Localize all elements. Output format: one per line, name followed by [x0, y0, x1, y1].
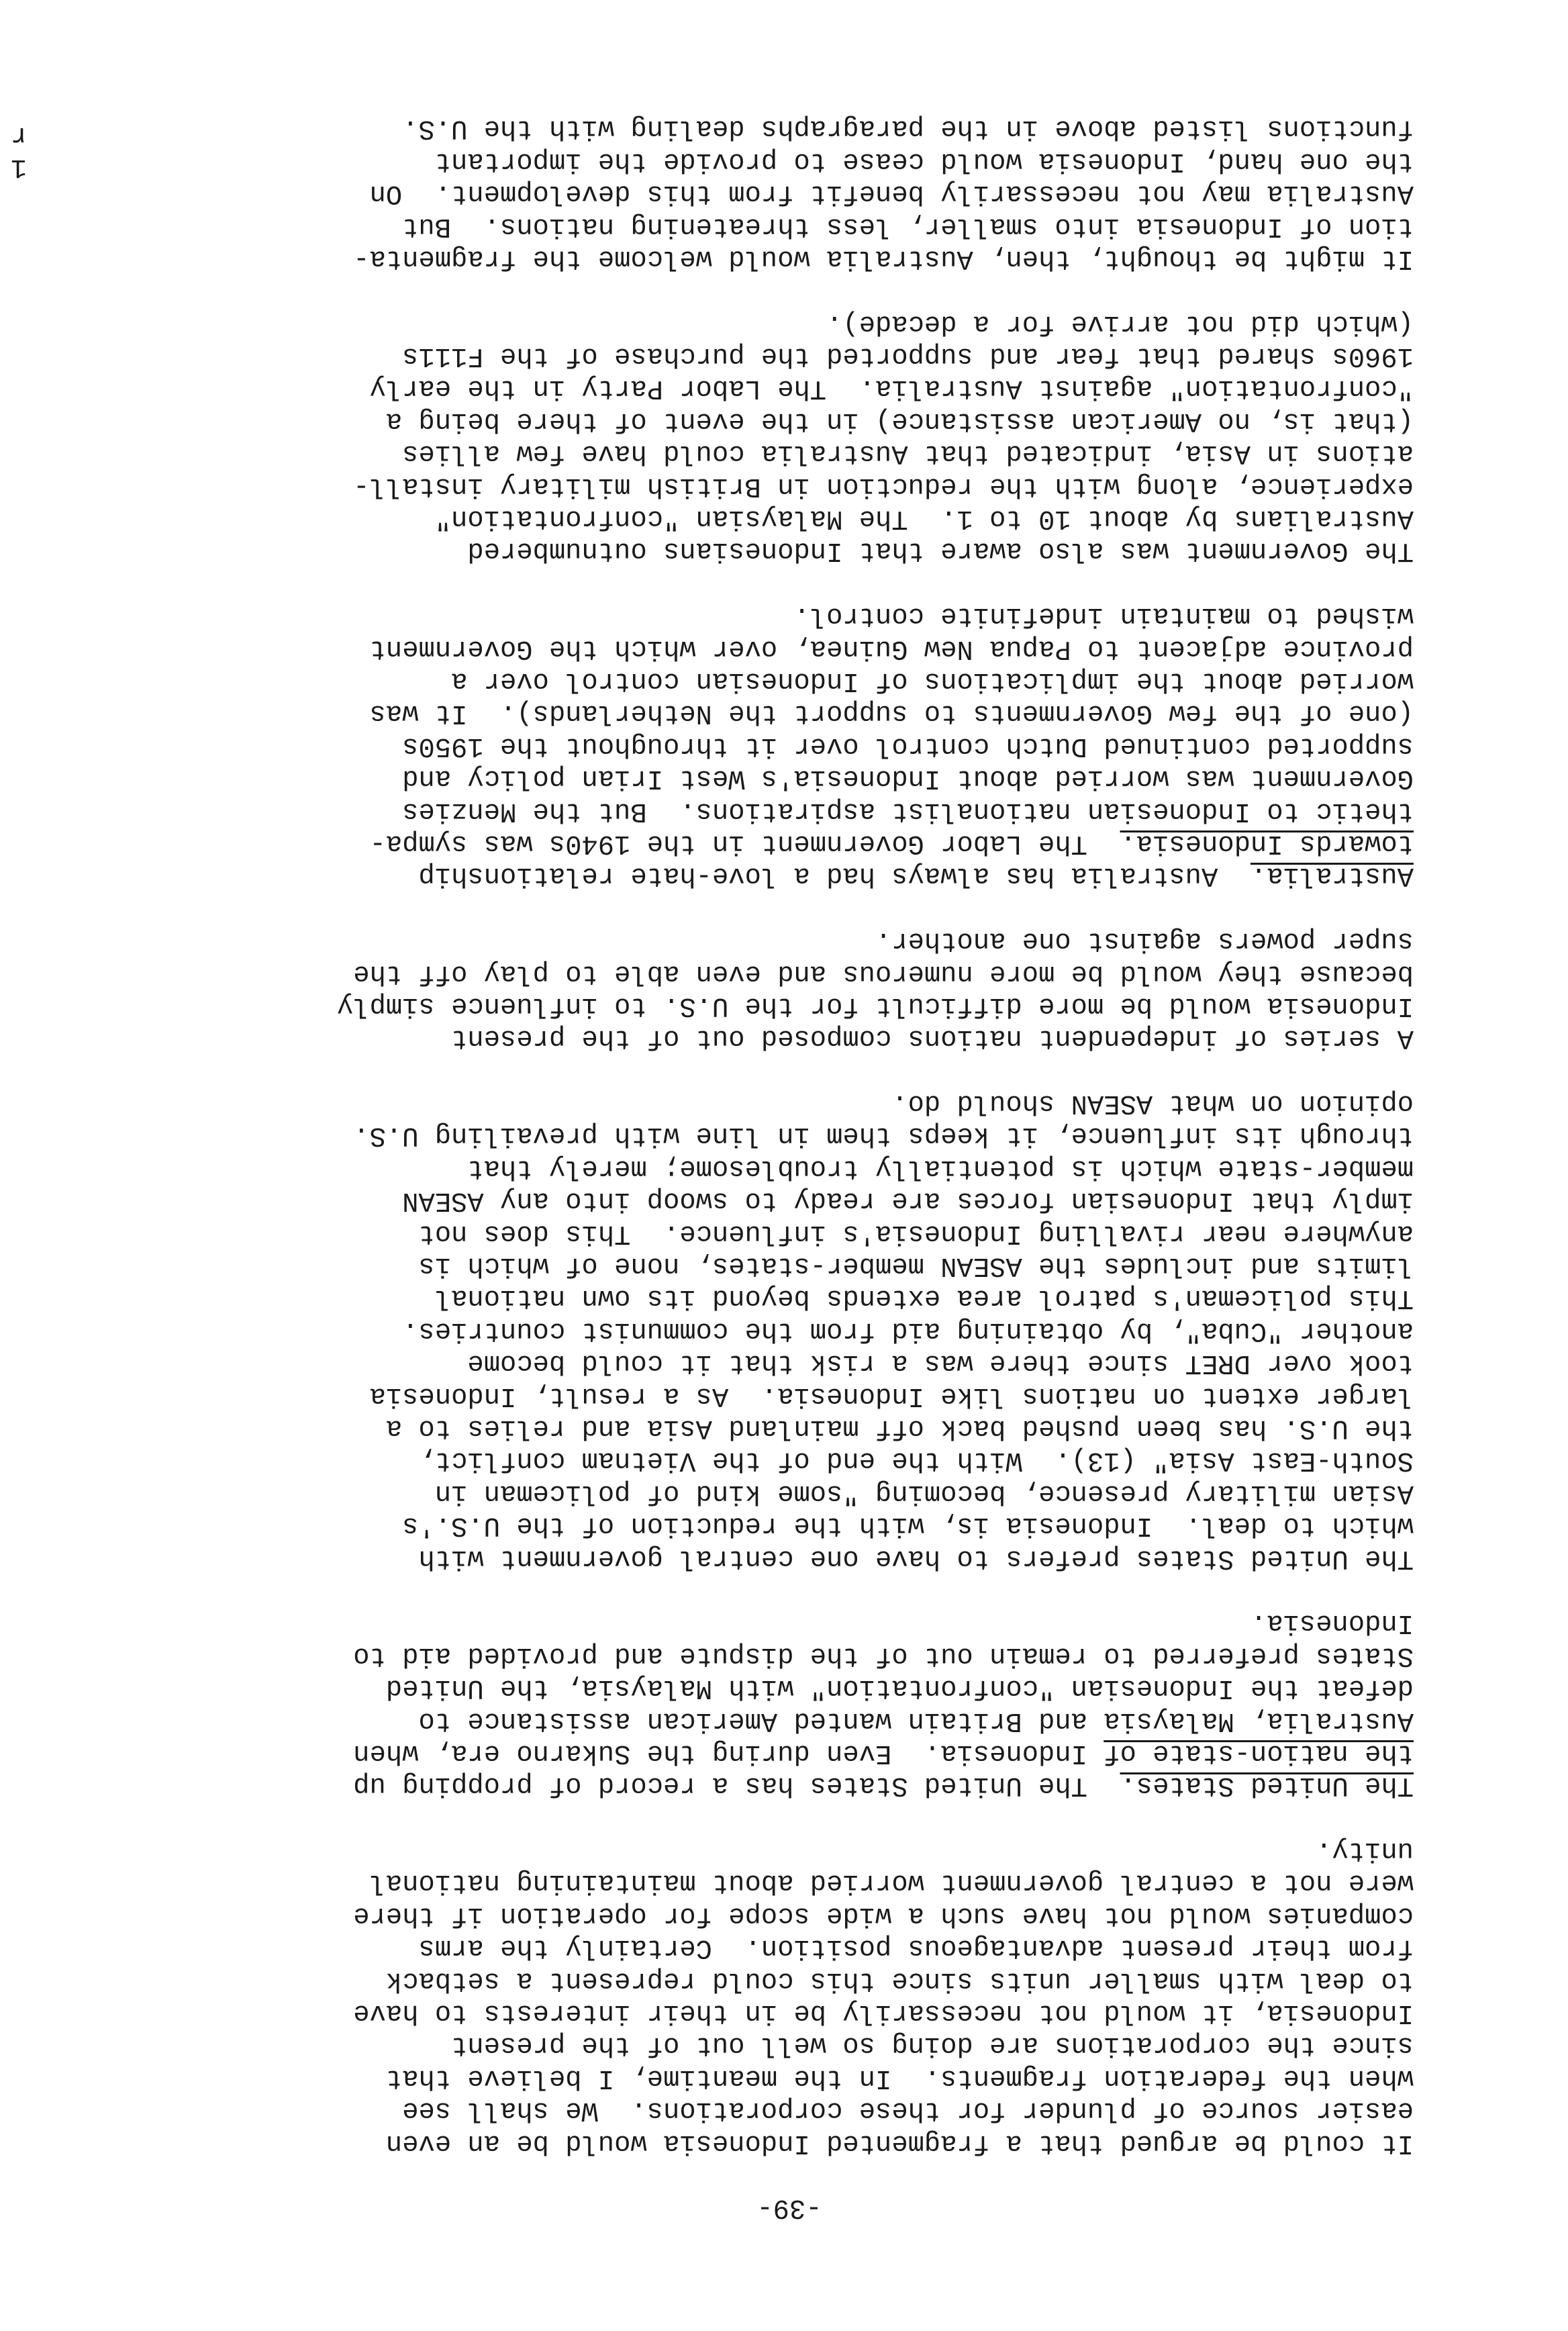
text-line: because they would be more numerous and even able to play off the	[353, 957, 1414, 989]
paragraph	[138, 1834, 1414, 2159]
text-line: Australians by about 10 to 1. The Malaysian "confrontation"	[434, 503, 1414, 534]
underlined-heading: the nation-state of	[1104, 1737, 1414, 1768]
text-line: through its influence, it keeps them in line with prevailing U.S.	[353, 1120, 1414, 1151]
text-line: worried about the implications of Indonesian control over a	[451, 665, 1414, 697]
text-line: The Government was also aware that Indonesians outnumbered	[467, 535, 1414, 567]
paragraph	[138, 1607, 1414, 1801]
text-line: the one hand, Indonesia would cease to provide the important	[434, 145, 1414, 177]
text-line: when the federation fragments. In the meantime, I believe that	[385, 2062, 1414, 2093]
text-line: This policeman's patrol area extends beyond its own national	[434, 1282, 1414, 1314]
line-text: The United States has a record of propping up	[353, 1770, 1120, 1801]
text-line: functions listed above in the paragraphs dealing with the U.S.	[402, 113, 1414, 144]
text-line: The United States prefers to have one central government with	[418, 1542, 1414, 1574]
margin-mark: 1	[10, 152, 27, 182]
text-line: tion of Indonesia into smaller, less threatening nations. But	[402, 210, 1414, 242]
paragraph-list	[138, 112, 1414, 2159]
text-line: anywhere near rivalling Indonesia's influence. This does not	[418, 1217, 1414, 1249]
text-line: ations in Asia, indicated that Australia could have few allies	[402, 438, 1414, 469]
text-line: Australia may not necessarily benefit from this development. On	[369, 178, 1414, 209]
line-text: Australia has always had a love-hate relationship	[418, 860, 1251, 892]
line-text: The Labor Government in the 1940s was sympa-	[369, 827, 1120, 859]
line-text: Indonesia. Even during the Sukarno era, when	[353, 1737, 1104, 1768]
paragraph	[138, 600, 1414, 892]
paragraph	[138, 924, 1414, 1055]
text-line: States preferred to remain out of the dispute and provided aid to	[353, 1639, 1414, 1671]
paragraph	[138, 1087, 1414, 1574]
text-line: supported continued Dutch control over it throughout the 1950s	[402, 730, 1414, 761]
text-line: imply that Indonesian forces are ready to swoop into any ASEAN	[402, 1185, 1414, 1217]
text-line: companies would not have such a wide scope for operation if there	[353, 1899, 1414, 1931]
text-line: were not a central government worried about maintaining national	[369, 1867, 1414, 1899]
text-line	[138, 1737, 1414, 1769]
text-line: to deal with smaller units since this could represent a setback	[385, 1964, 1414, 1996]
underlined-heading: towards Indonesia.	[1120, 827, 1414, 859]
text-line: A series of independent nations composed out of the present	[451, 1022, 1414, 1054]
text-line: the U.S. has been pushed back off mainland Asia and relies to a	[385, 1413, 1414, 1443]
text-line: defeat the Indonesian "confrontation" with Malaysia, the United	[385, 1672, 1414, 1704]
text-line: (that is, no American assistance) in the event of there being a	[385, 405, 1414, 436]
text-line: Australia, Malaysia and Britain wanted American assistance to	[418, 1705, 1414, 1736]
text-line: unity.	[1316, 1835, 1414, 1866]
text-line: It might be thought, then, Australia would welcome the fragmenta-	[353, 242, 1414, 274]
text-line: Indonesia, it would not necessarily be in their interests to have	[353, 1997, 1414, 2029]
text-line: Indonesia would be more difficult for the U.S. to influence simply	[336, 990, 1414, 1021]
text-line: which to deal. Indonesia is, with the reduction of the U.S.'s	[402, 1510, 1414, 1541]
paragraph	[138, 307, 1414, 567]
text-line: limits and includes the ASEAN member-states, none of which is	[418, 1250, 1414, 1282]
text-line: larger extent on nations like Indonesia. As a result, Indonesia	[369, 1380, 1414, 1411]
text-line: wished to maintain indefinite control.	[793, 600, 1414, 632]
margin-mark: r	[10, 120, 27, 150]
page-number: -39-	[756, 2192, 822, 2223]
margin-marks	[0, 118, 27, 183]
text-line: easier source of plunder for these corporations. We shall see	[402, 2095, 1414, 2126]
underlined-heading: The United States.	[1120, 1770, 1414, 1801]
text-line: Government was worried about Indonesia's West Irian policy and	[402, 763, 1414, 794]
text-line: member-state which is potentially troublesome; merely that	[467, 1152, 1414, 1184]
text-line: Indonesia.	[1250, 1607, 1414, 1639]
text-line: (one of the few Governments to support the Netherlands). It was	[369, 698, 1414, 729]
text-line: took over DRET since there was a risk that it could become	[467, 1347, 1414, 1379]
text-line: South-East Asia" (13). With the end of the Vietnam conflict,	[418, 1445, 1414, 1476]
text-line: "confrontation" against Australia. The Labor Party in the early	[369, 373, 1414, 404]
text-line: opinion on what ASEAN should do.	[891, 1088, 1414, 1119]
text-line: experience, along with the reduction in British military install-	[353, 470, 1414, 502]
text-line: (which did not arrive for a decade).	[826, 307, 1414, 339]
text-line: Asian military presence, becoming "some kind of policeman in	[434, 1477, 1414, 1509]
text-line: province adjacent to Papua New Guinea, over which the Government	[369, 632, 1414, 664]
text-line: from their present advantageous position. Certainly the arms	[418, 1932, 1414, 1964]
underlined-heading: Australia.	[1250, 860, 1414, 892]
text-line: since the corporations are doing so well out of the present	[451, 2030, 1414, 2061]
body-text	[138, 80, 1414, 2224]
text-line	[138, 859, 1414, 892]
paragraph	[138, 112, 1414, 275]
text-line: another "Cuba", by obtaining aid from the communist countries.	[402, 1315, 1414, 1346]
text-line	[138, 1769, 1414, 1801]
text-line: 1960s shared that fear and supported the purchase of the F111s	[402, 340, 1414, 372]
text-line: It could be argued that a fragmented Indonesia would be an even	[385, 2127, 1414, 2158]
text-line: super powers against one another.	[875, 925, 1414, 957]
text-line: thetic to Indonesian nationalist aspirations. But the Menzies	[402, 795, 1414, 826]
text-line	[138, 827, 1414, 859]
